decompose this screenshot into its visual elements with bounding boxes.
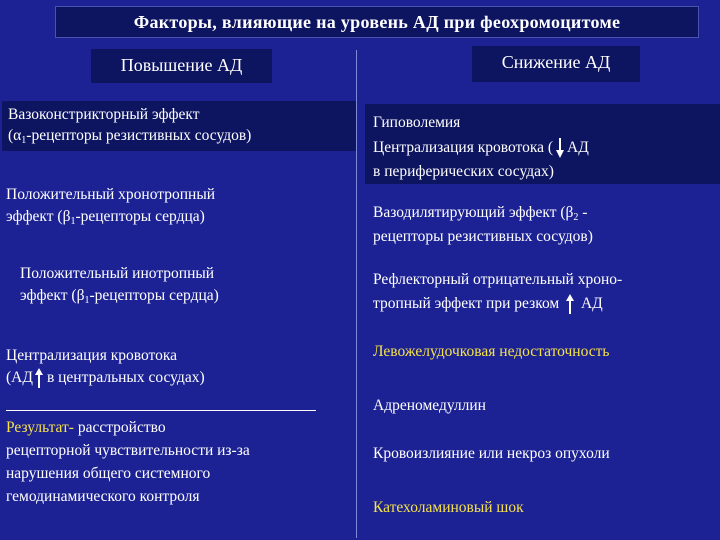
right-item-3-text-b: АД bbox=[580, 295, 603, 312]
result-line-3: нарушения общего системного bbox=[6, 465, 211, 482]
left-item-2-text-a: эффект (β bbox=[6, 208, 71, 225]
slide-title bbox=[55, 6, 699, 38]
left-item-1-sub: 1 bbox=[21, 135, 27, 146]
slide-title-text: Факторы, влияющие на уровень АД при феохромоцитоме bbox=[133, 11, 621, 32]
left-item-4-line-1: Централизация кровотока bbox=[6, 347, 178, 364]
right-item-3-line-2 bbox=[373, 294, 603, 314]
right-item-1-line-1: Гиповолемия bbox=[373, 114, 461, 131]
result-label: Результат- bbox=[6, 419, 74, 436]
right-item-1-text-b: АД bbox=[567, 139, 589, 156]
right-item-1-line-3: в периферических сосудах) bbox=[373, 163, 554, 180]
left-item-4-text-a: (АД bbox=[6, 369, 33, 386]
right-header-text: Снижение АД bbox=[501, 52, 611, 72]
right-item-2-sub: 2 bbox=[573, 212, 579, 223]
left-item-2-sub: 1 bbox=[70, 216, 76, 227]
arrow-down-icon bbox=[553, 138, 567, 154]
right-item-6: Кровоизлияние или некроз опухоли bbox=[373, 445, 610, 462]
right-item-2-line-1 bbox=[373, 203, 587, 228]
right-item-2-line-2: рецепторы резистивных сосудов) bbox=[373, 228, 593, 245]
right-item-2-text-a: Вазодилятирующий эффект (β bbox=[373, 204, 574, 221]
left-item-1-text-a: (α bbox=[8, 127, 22, 144]
right-item-1-line-2 bbox=[373, 138, 589, 158]
right-item-7: Катехоламиновый шок bbox=[373, 499, 524, 516]
right-item-1-text-a: Централизация кровотока ( bbox=[373, 139, 554, 156]
left-item-3-text-b: -рецепторы сердца) bbox=[89, 287, 219, 304]
left-item-3-line-1: Положительный инотропный bbox=[20, 265, 215, 282]
right-item-4: Левожелудочковая недостаточность bbox=[373, 343, 610, 360]
right-item-3-text-a: тропный эффект при резком bbox=[373, 295, 560, 312]
left-item-1-text-b: -рецепторы резистивных сосудов) bbox=[26, 127, 252, 144]
result-text-1: расстройство bbox=[73, 419, 166, 436]
right-item-5: Адреномедуллин bbox=[373, 397, 486, 414]
result-line-2: рецепторной чувствительности из-за bbox=[6, 442, 250, 459]
left-item-1-line-2 bbox=[8, 126, 251, 151]
separator-line bbox=[6, 410, 316, 411]
left-item-3-line-2 bbox=[20, 286, 219, 311]
left-header bbox=[91, 49, 272, 83]
result-line-4: гемодинамического контроля bbox=[6, 488, 200, 505]
right-item-2-text-b: - bbox=[578, 204, 588, 221]
left-item-4-line-2 bbox=[6, 368, 205, 388]
left-item-3-text-a: эффект (β bbox=[20, 287, 85, 304]
result-line-1 bbox=[6, 418, 166, 438]
left-item-2-line-1: Положительный хронотропный bbox=[6, 186, 216, 203]
arrow-up-icon bbox=[33, 368, 47, 384]
left-header-text: Повышение АД bbox=[120, 55, 243, 75]
column-divider bbox=[356, 50, 357, 538]
arrow-up-icon bbox=[563, 294, 577, 310]
left-item-4-text-b: в центральных сосудах) bbox=[46, 369, 205, 386]
left-item-1-line-1: Вазоконстрикторный эффект bbox=[8, 106, 200, 123]
right-item-3-line-1: Рефлекторный отрицательный хроно- bbox=[373, 271, 623, 288]
left-item-3-sub: 1 bbox=[84, 295, 90, 306]
right-header bbox=[472, 46, 640, 82]
left-item-2-line-2 bbox=[6, 207, 205, 232]
left-item-2-text-b: -рецепторы сердца) bbox=[75, 208, 205, 225]
